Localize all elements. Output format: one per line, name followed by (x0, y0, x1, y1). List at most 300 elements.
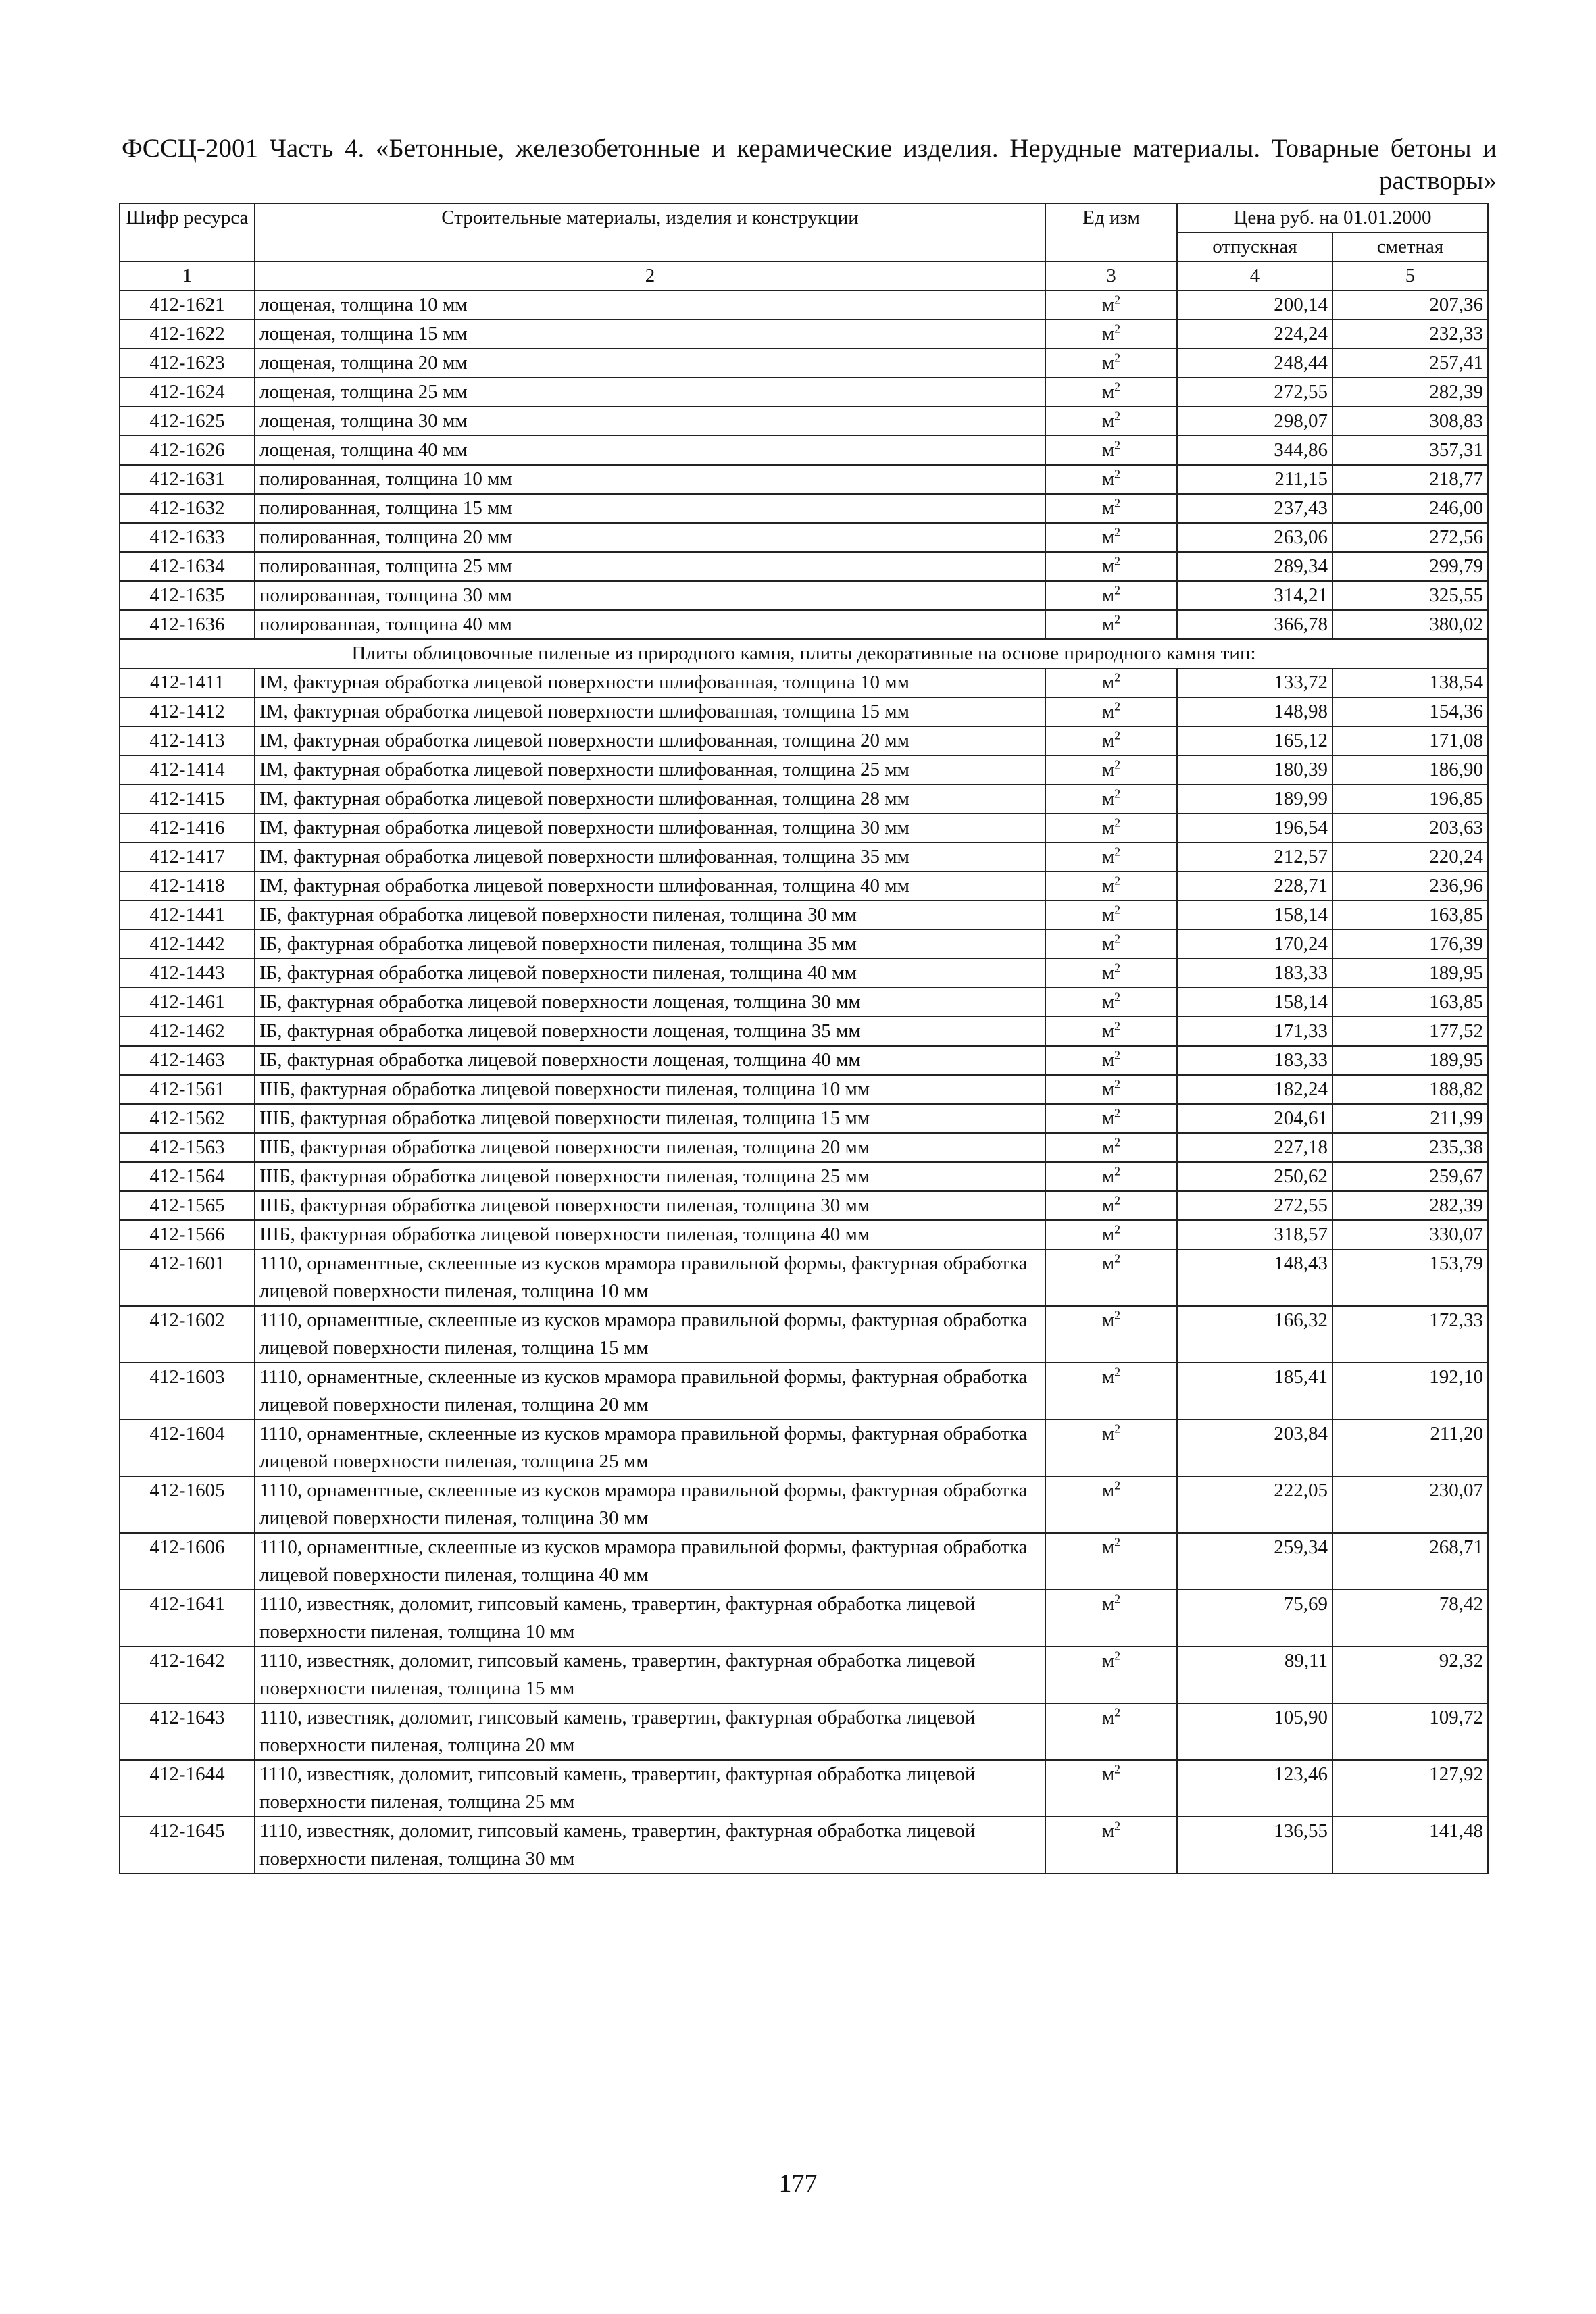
unit-cell (1045, 1590, 1177, 1646)
price-release-cell: 203,84 (1177, 1419, 1332, 1476)
price-release-cell: 183,33 (1177, 1046, 1332, 1075)
price-release-cell: 344,86 (1177, 436, 1332, 465)
unit-superscript: 2 (1114, 1422, 1121, 1436)
unit-superscript: 2 (1114, 961, 1121, 975)
unit-superscript: 2 (1114, 1048, 1121, 1062)
unit-cell (1045, 901, 1177, 930)
material-name-cell: IМ, фактурная обработка лицевой поверхности шлифованная, толщина 15 мм (255, 697, 1045, 726)
unit-cell (1045, 349, 1177, 378)
unit-cell (1045, 320, 1177, 349)
unit-text: м (1101, 672, 1115, 693)
unit-superscript: 2 (1114, 757, 1121, 772)
resource-code-cell: 412-1443 (120, 959, 255, 988)
price-estimate-cell: 236,96 (1332, 872, 1488, 901)
table-row (120, 581, 1488, 610)
material-name-cell: IМ, фактурная обработка лицевой поверхности шлифованная, толщина 10 мм (255, 668, 1045, 697)
price-estimate-cell: 189,95 (1332, 959, 1488, 988)
table-row (120, 842, 1488, 872)
page-number: 177 (778, 2169, 818, 2198)
price-estimate-cell: 189,95 (1332, 1046, 1488, 1075)
table-row (120, 1162, 1488, 1191)
price-release-cell: 182,24 (1177, 1075, 1332, 1104)
unit-text: м (1101, 846, 1115, 867)
unit-cell (1045, 1133, 1177, 1162)
unit-text: м (1101, 1136, 1115, 1158)
material-name-cell: лощеная, толщина 40 мм (255, 436, 1045, 465)
material-name-cell: IIIБ, фактурная обработка лицевой поверхности пиленая, толщина 20 мм (255, 1133, 1045, 1162)
unit-cell (1045, 697, 1177, 726)
price-estimate-cell: 176,39 (1332, 930, 1488, 959)
unit-text: м (1101, 1536, 1115, 1558)
price-estimate-cell: 282,39 (1332, 378, 1488, 407)
table-row (120, 1191, 1488, 1220)
unit-superscript: 2 (1114, 380, 1121, 394)
price-estimate-cell: 308,83 (1332, 407, 1488, 436)
unit-text: м (1101, 875, 1115, 897)
material-name-cell: IБ, фактурная обработка лицевой поверхности лощеная, толщина 30 мм (255, 988, 1045, 1017)
resource-code-cell: 412-1631 (120, 465, 255, 494)
unit-superscript: 2 (1114, 525, 1121, 539)
unit-cell (1045, 988, 1177, 1017)
resource-code-cell: 412-1462 (120, 1017, 255, 1046)
unit-superscript: 2 (1114, 1705, 1121, 1719)
price-release-cell: 259,34 (1177, 1533, 1332, 1590)
unit-text: м (1101, 817, 1115, 838)
price-release-cell: 366,78 (1177, 610, 1332, 639)
unit-cell (1045, 407, 1177, 436)
unit-cell (1045, 523, 1177, 552)
header-name: Строительные материалы, изделия и конструкции (255, 203, 1045, 261)
col-number: 1 (120, 261, 255, 291)
material-name-cell: 1110, орнаментные, склеенные из кусков мрамора правильной формы, фактурная обработка лицевой поверхности пиленая, толщина 20 мм (255, 1363, 1045, 1419)
price-release-cell: 89,11 (1177, 1646, 1332, 1703)
resource-code-cell: 412-1566 (120, 1220, 255, 1249)
price-release-cell: 171,33 (1177, 1017, 1332, 1046)
resource-code-cell: 412-1564 (120, 1162, 255, 1191)
unit-superscript: 2 (1114, 1365, 1121, 1379)
unit-cell (1045, 1104, 1177, 1133)
price-release-cell: 204,61 (1177, 1104, 1332, 1133)
table-row (120, 784, 1488, 813)
table-row (120, 349, 1488, 378)
resource-code-cell: 412-1602 (120, 1306, 255, 1363)
unit-superscript: 2 (1114, 670, 1121, 684)
price-release-cell: 289,34 (1177, 552, 1332, 581)
table-row (120, 755, 1488, 784)
material-name-cell: полированная, толщина 30 мм (255, 581, 1045, 610)
unit-superscript: 2 (1114, 1106, 1121, 1120)
unit-superscript: 2 (1114, 1077, 1121, 1091)
col-number: 2 (255, 261, 1045, 291)
resource-code-cell: 412-1562 (120, 1104, 255, 1133)
price-estimate-cell: 259,67 (1332, 1162, 1488, 1191)
unit-superscript: 2 (1114, 496, 1121, 510)
unit-superscript: 2 (1114, 409, 1121, 423)
price-release-cell: 212,57 (1177, 842, 1332, 872)
unit-superscript: 2 (1114, 845, 1121, 859)
price-release-cell: 272,55 (1177, 1191, 1332, 1220)
unit-cell (1045, 378, 1177, 407)
resource-code-cell: 412-1601 (120, 1249, 255, 1306)
material-name-cell: лощеная, толщина 20 мм (255, 349, 1045, 378)
price-release-cell: 166,32 (1177, 1306, 1332, 1363)
material-name-cell: 1110, орнаментные, склеенные из кусков мрамора правильной формы, фактурная обработка лицевой поверхности пиленая, толщина 30 мм (255, 1476, 1045, 1533)
price-estimate-cell: 330,07 (1332, 1220, 1488, 1249)
unit-text: м (1101, 962, 1115, 984)
unit-cell (1045, 1191, 1177, 1220)
table-row (120, 1133, 1488, 1162)
table-row (120, 552, 1488, 581)
unit-cell (1045, 1162, 1177, 1191)
price-estimate-cell: 230,07 (1332, 1476, 1488, 1533)
table-row (120, 930, 1488, 959)
unit-superscript: 2 (1114, 1164, 1121, 1178)
unit-text: м (1101, 613, 1115, 635)
unit-superscript: 2 (1114, 612, 1121, 626)
table-row (120, 1476, 1488, 1533)
unit-superscript: 2 (1114, 1251, 1121, 1265)
unit-text: м (1101, 991, 1115, 1013)
unit-superscript: 2 (1114, 351, 1121, 365)
section-header (120, 639, 1488, 668)
resource-code-cell: 412-1645 (120, 1817, 255, 1873)
unit-superscript: 2 (1114, 1193, 1121, 1207)
material-name-cell: 1110, известняк, доломит, гипсовый камень, травертин, фактурная обработка лицевой поверхности пиленая, толщина 20 мм (255, 1703, 1045, 1760)
unit-cell (1045, 291, 1177, 320)
table-row (120, 1363, 1488, 1419)
unit-cell (1045, 842, 1177, 872)
unit-text: м (1101, 1480, 1115, 1501)
price-estimate-cell: 325,55 (1332, 581, 1488, 610)
unit-cell (1045, 465, 1177, 494)
price-estimate-cell: 232,33 (1332, 320, 1488, 349)
price-release-cell: 211,15 (1177, 465, 1332, 494)
unit-superscript: 2 (1114, 1819, 1121, 1833)
table-row (120, 1046, 1488, 1075)
unit-cell (1045, 436, 1177, 465)
price-estimate-cell: 127,92 (1332, 1760, 1488, 1817)
table-row (120, 1220, 1488, 1249)
resource-code-cell: 412-1414 (120, 755, 255, 784)
price-release-cell: 148,98 (1177, 697, 1332, 726)
resource-code-cell: 412-1641 (120, 1590, 255, 1646)
table-row (120, 1817, 1488, 1873)
header-code: Шифр ресурса (120, 203, 255, 261)
table-row (120, 1703, 1488, 1760)
price-estimate-cell: 153,79 (1332, 1249, 1488, 1306)
table-row (120, 378, 1488, 407)
material-name-cell: лощеная, толщина 10 мм (255, 291, 1045, 320)
price-estimate-cell: 357,31 (1332, 436, 1488, 465)
price-release-cell: 228,71 (1177, 872, 1332, 901)
table-row (120, 668, 1488, 697)
unit-superscript: 2 (1114, 467, 1121, 481)
unit-superscript: 2 (1114, 1478, 1121, 1492)
material-name-cell: IIIБ, фактурная обработка лицевой поверхности пиленая, толщина 15 мм (255, 1104, 1045, 1133)
unit-cell (1045, 1646, 1177, 1703)
price-estimate-cell: 246,00 (1332, 494, 1488, 523)
price-release-cell: 180,39 (1177, 755, 1332, 784)
table-row (120, 988, 1488, 1017)
resource-code-cell: 412-1624 (120, 378, 255, 407)
resource-code-cell: 412-1635 (120, 581, 255, 610)
unit-text: м (1101, 1253, 1115, 1274)
table-row (120, 436, 1488, 465)
price-release-cell: 148,43 (1177, 1249, 1332, 1306)
header-price-estimate: сметная (1332, 232, 1488, 261)
table-row (120, 291, 1488, 320)
unit-cell (1045, 1249, 1177, 1306)
unit-superscript: 2 (1114, 1535, 1121, 1549)
material-name-cell: полированная, толщина 15 мм (255, 494, 1045, 523)
price-estimate-cell: 299,79 (1332, 552, 1488, 581)
table-body-a (120, 291, 1488, 639)
price-estimate-cell: 268,71 (1332, 1533, 1488, 1590)
unit-text: м (1101, 1707, 1115, 1728)
price-estimate-cell: 211,99 (1332, 1104, 1488, 1133)
unit-superscript: 2 (1114, 554, 1121, 568)
price-estimate-cell: 282,39 (1332, 1191, 1488, 1220)
price-release-cell: 133,72 (1177, 668, 1332, 697)
unit-text: м (1101, 1078, 1115, 1100)
unit-cell (1045, 1419, 1177, 1476)
unit-superscript: 2 (1114, 932, 1121, 946)
resource-code-cell: 412-1563 (120, 1133, 255, 1162)
unit-text: м (1101, 1820, 1115, 1842)
unit-cell (1045, 1760, 1177, 1817)
unit-text: м (1101, 1593, 1115, 1615)
unit-cell (1045, 668, 1177, 697)
resource-code-cell: 412-1604 (120, 1419, 255, 1476)
price-release-cell: 75,69 (1177, 1590, 1332, 1646)
unit-cell (1045, 610, 1177, 639)
price-release-cell: 200,14 (1177, 291, 1332, 320)
unit-text: м (1101, 526, 1115, 548)
price-release-cell: 224,24 (1177, 320, 1332, 349)
unit-superscript: 2 (1114, 583, 1121, 597)
price-estimate-cell: 172,33 (1332, 1306, 1488, 1363)
price-estimate-cell: 211,20 (1332, 1419, 1488, 1476)
price-release-cell: 165,12 (1177, 726, 1332, 755)
material-name-cell: IIIБ, фактурная обработка лицевой поверхности пиленая, толщина 40 мм (255, 1220, 1045, 1249)
col-number: 3 (1045, 261, 1177, 291)
unit-cell (1045, 755, 1177, 784)
header-price-group: Цена руб. на 01.01.2000 (1177, 203, 1488, 232)
price-release-cell: 227,18 (1177, 1133, 1332, 1162)
unit-cell (1045, 1476, 1177, 1533)
unit-text: м (1101, 555, 1115, 577)
unit-superscript: 2 (1114, 699, 1121, 713)
unit-text: м (1101, 497, 1115, 519)
price-estimate-cell: 218,77 (1332, 465, 1488, 494)
resource-code-cell: 412-1415 (120, 784, 255, 813)
unit-superscript: 2 (1114, 903, 1121, 917)
unit-cell (1045, 1220, 1177, 1249)
material-name-cell: 1110, известняк, доломит, гипсовый камень, травертин, фактурная обработка лицевой поверхности пиленая, толщина 30 мм (255, 1817, 1045, 1873)
unit-text: м (1101, 352, 1115, 374)
material-name-cell: лощеная, толщина 15 мм (255, 320, 1045, 349)
material-name-cell: IМ, фактурная обработка лицевой поверхности шлифованная, толщина 30 мм (255, 813, 1045, 842)
resource-code-cell: 412-1642 (120, 1646, 255, 1703)
price-estimate-cell: 380,02 (1332, 610, 1488, 639)
price-estimate-cell: 203,63 (1332, 813, 1488, 842)
price-estimate-cell: 235,38 (1332, 1133, 1488, 1162)
resource-code-cell: 412-1625 (120, 407, 255, 436)
unit-cell (1045, 813, 1177, 842)
material-name-cell: полированная, толщина 25 мм (255, 552, 1045, 581)
unit-superscript: 2 (1114, 1222, 1121, 1236)
resource-code-cell: 412-1413 (120, 726, 255, 755)
resource-code-cell: 412-1561 (120, 1075, 255, 1104)
price-estimate-cell: 163,85 (1332, 988, 1488, 1017)
resource-code-cell: 412-1621 (120, 291, 255, 320)
resource-code-cell: 412-1623 (120, 349, 255, 378)
price-release-cell: 185,41 (1177, 1363, 1332, 1419)
unit-cell (1045, 959, 1177, 988)
material-name-cell: IМ, фактурная обработка лицевой поверхности шлифованная, толщина 20 мм (255, 726, 1045, 755)
price-release-cell: 314,21 (1177, 581, 1332, 610)
price-estimate-cell: 177,52 (1332, 1017, 1488, 1046)
price-estimate-cell: 186,90 (1332, 755, 1488, 784)
unit-text: м (1101, 730, 1115, 751)
price-release-cell: 196,54 (1177, 813, 1332, 842)
unit-superscript: 2 (1114, 786, 1121, 801)
table-row (120, 726, 1488, 755)
price-release-cell: 237,43 (1177, 494, 1332, 523)
resource-code-cell: 412-1622 (120, 320, 255, 349)
price-release-cell: 272,55 (1177, 378, 1332, 407)
table-row (120, 901, 1488, 930)
resource-code-cell: 412-1605 (120, 1476, 255, 1533)
unit-cell (1045, 1075, 1177, 1104)
material-name-cell: IБ, фактурная обработка лицевой поверхности лощеная, толщина 40 мм (255, 1046, 1045, 1075)
unit-superscript: 2 (1114, 1592, 1121, 1606)
table-row (120, 1104, 1488, 1133)
price-release-cell: 189,99 (1177, 784, 1332, 813)
table-row (120, 610, 1488, 639)
table-header (120, 203, 1488, 291)
resource-code-cell: 412-1636 (120, 610, 255, 639)
resource-code-cell: 412-1632 (120, 494, 255, 523)
resource-code-cell: 412-1461 (120, 988, 255, 1017)
price-estimate-cell: 78,42 (1332, 1590, 1488, 1646)
price-estimate-cell: 188,82 (1332, 1075, 1488, 1104)
table-row (120, 1249, 1488, 1306)
unit-cell (1045, 1306, 1177, 1363)
material-name-cell: 1110, орнаментные, склеенные из кусков мрамора правильной формы, фактурная обработка лицевой поверхности пиленая, толщина 25 мм (255, 1419, 1045, 1476)
material-name-cell: 1110, орнаментные, склеенные из кусков мрамора правильной формы, фактурная обработка лицевой поверхности пиленая, толщина 10 мм (255, 1249, 1045, 1306)
unit-superscript: 2 (1114, 815, 1121, 830)
column-number-row (120, 261, 1488, 291)
material-name-cell: IМ, фактурная обработка лицевой поверхности шлифованная, толщина 28 мм (255, 784, 1045, 813)
resource-code-cell: 412-1626 (120, 436, 255, 465)
material-name-cell: IБ, фактурная обработка лицевой поверхности пиленая, толщина 30 мм (255, 901, 1045, 930)
page-title: ФССЦ-2001 Часть 4. «Бетонные, железобетонные и керамические изделия. Нерудные материалы. Товарные бетоны и растворы» (122, 134, 1497, 195)
unit-superscript: 2 (1114, 728, 1121, 743)
price-estimate-cell: 257,41 (1332, 349, 1488, 378)
resource-code-cell: 412-1411 (120, 668, 255, 697)
resource-code-cell: 412-1418 (120, 872, 255, 901)
material-name-cell: 1110, орнаментные, склеенные из кусков мрамора правильной формы, фактурная обработка лицевой поверхности пиленая, толщина 15 мм (255, 1306, 1045, 1363)
price-release-cell: 248,44 (1177, 349, 1332, 378)
unit-text: м (1101, 381, 1115, 403)
unit-text: м (1101, 294, 1115, 316)
unit-cell (1045, 1046, 1177, 1075)
table-row (120, 523, 1488, 552)
material-name-cell: полированная, толщина 10 мм (255, 465, 1045, 494)
unit-cell (1045, 1533, 1177, 1590)
col-number: 5 (1332, 261, 1488, 291)
resource-code-cell: 412-1412 (120, 697, 255, 726)
material-name-cell: 1110, известняк, доломит, гипсовый камень, травертин, фактурная обработка лицевой поверхности пиленая, толщина 25 мм (255, 1760, 1045, 1817)
price-release-cell: 158,14 (1177, 901, 1332, 930)
resource-code-cell: 412-1441 (120, 901, 255, 930)
unit-text: м (1101, 1194, 1115, 1216)
table-row (120, 465, 1488, 494)
material-name-cell: IМ, фактурная обработка лицевой поверхности шлифованная, толщина 40 мм (255, 872, 1045, 901)
table-row (120, 697, 1488, 726)
price-estimate-cell: 171,08 (1332, 726, 1488, 755)
unit-cell (1045, 494, 1177, 523)
material-name-cell: IIIБ, фактурная обработка лицевой поверхности пиленая, толщина 30 мм (255, 1191, 1045, 1220)
resource-code-cell: 412-1416 (120, 813, 255, 842)
unit-cell (1045, 581, 1177, 610)
material-name-cell: полированная, толщина 40 мм (255, 610, 1045, 639)
table-row (120, 1646, 1488, 1703)
unit-text: м (1101, 1650, 1115, 1671)
price-release-cell: 158,14 (1177, 988, 1332, 1017)
table-row (120, 494, 1488, 523)
unit-superscript: 2 (1114, 874, 1121, 888)
price-release-cell: 318,57 (1177, 1220, 1332, 1249)
resource-code-cell: 412-1565 (120, 1191, 255, 1220)
material-name-cell: IМ, фактурная обработка лицевой поверхности шлифованная, толщина 25 мм (255, 755, 1045, 784)
unit-text: м (1101, 759, 1115, 780)
unit-text: м (1101, 468, 1115, 490)
table-row (120, 1760, 1488, 1817)
unit-cell (1045, 784, 1177, 813)
unit-superscript: 2 (1114, 1135, 1121, 1149)
price-release-cell: 170,24 (1177, 930, 1332, 959)
unit-cell (1045, 1817, 1177, 1873)
unit-text: м (1101, 788, 1115, 809)
unit-text: м (1101, 1049, 1115, 1071)
header-unit: Ед изм (1045, 203, 1177, 261)
price-estimate-cell: 192,10 (1332, 1363, 1488, 1419)
table-row (120, 1419, 1488, 1476)
price-release-cell: 136,55 (1177, 1817, 1332, 1873)
price-estimate-cell: 109,72 (1332, 1703, 1488, 1760)
unit-superscript: 2 (1114, 1649, 1121, 1663)
price-estimate-cell: 154,36 (1332, 697, 1488, 726)
price-estimate-cell: 138,54 (1332, 668, 1488, 697)
table-row (120, 1017, 1488, 1046)
price-estimate-cell: 141,48 (1332, 1817, 1488, 1873)
unit-superscript: 2 (1114, 1762, 1121, 1776)
unit-superscript: 2 (1114, 322, 1121, 336)
unit-cell (1045, 930, 1177, 959)
table-body-b (120, 668, 1488, 1873)
material-name-cell: IIIБ, фактурная обработка лицевой поверхности пиленая, толщина 10 мм (255, 1075, 1045, 1104)
resource-code-cell: 412-1442 (120, 930, 255, 959)
unit-text: м (1101, 933, 1115, 955)
material-name-cell: IМ, фактурная обработка лицевой поверхности шлифованная, толщина 35 мм (255, 842, 1045, 872)
price-estimate-cell: 207,36 (1332, 291, 1488, 320)
price-estimate-cell: 272,56 (1332, 523, 1488, 552)
resource-code-cell: 412-1417 (120, 842, 255, 872)
table-row (120, 320, 1488, 349)
material-name-cell: 1110, известняк, доломит, гипсовый камень, травертин, фактурная обработка лицевой поверхности пиленая, толщина 10 мм (255, 1590, 1045, 1646)
